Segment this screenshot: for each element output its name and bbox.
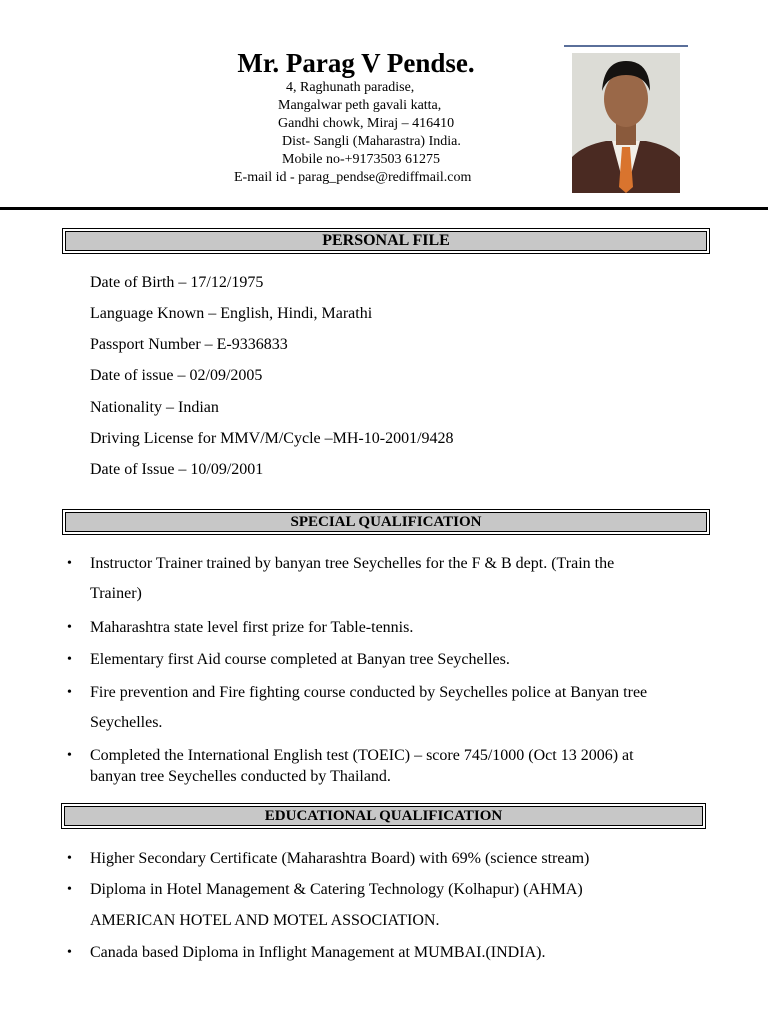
bullet-marker: • bbox=[67, 556, 72, 571]
qualification-item: Instructor Trainer trained by banyan tree Seychelles for the F & B dept. (Train the bbox=[90, 555, 615, 572]
bullet-marker: • bbox=[67, 748, 72, 763]
qualification-item-continued: banyan tree Seychelles conducted by Thailand. bbox=[90, 768, 391, 785]
qualification-item: Elementary first Aid course completed at Banyan tree Seychelles. bbox=[90, 651, 510, 668]
education-item: Diploma in Hotel Management & Catering Technology (Kolhapur) (AHMA) bbox=[90, 881, 583, 898]
profile-photo bbox=[564, 45, 688, 200]
qualification-item: Maharashtra state level first prize for Table-tennis. bbox=[90, 619, 414, 636]
address-line: 4, Raghunath paradise, bbox=[286, 80, 415, 95]
qualification-item: Completed the International English test (TOEIC) – score 745/1000 (Oct 13 2006) at bbox=[90, 747, 634, 764]
address-line: Mangalwar peth gavali katta, bbox=[278, 98, 442, 113]
bullet-marker: • bbox=[67, 851, 72, 866]
personal-detail: Passport Number – E-9336833 bbox=[90, 336, 288, 353]
bullet-marker: • bbox=[67, 685, 72, 700]
section-heading-label: EDUCATIONAL QUALIFICATION bbox=[64, 806, 703, 826]
qualification-item: Fire prevention and Fire fighting course conducted by Seychelles police at Banyan tree bbox=[90, 684, 648, 701]
section-heading-label: SPECIAL QUALIFICATION bbox=[65, 512, 707, 532]
section-heading-special bbox=[62, 509, 710, 535]
education-item: Higher Secondary Certificate (Maharashtra Board) with 69% (science stream) bbox=[90, 850, 590, 867]
address-line: Dist- Sangli (Maharastra) India. bbox=[282, 134, 461, 149]
personal-detail: Date of issue – 02/09/2005 bbox=[90, 367, 263, 384]
email-address: E-mail id - parag_pendse@rediffmail.com bbox=[234, 170, 472, 185]
personal-detail: Language Known – English, Hindi, Marathi bbox=[90, 305, 373, 322]
section-heading-education bbox=[61, 803, 706, 829]
personal-detail: Date of Birth – 17/12/1975 bbox=[90, 274, 264, 291]
education-item-continued: AMERICAN HOTEL AND MOTEL ASSOCIATION. bbox=[90, 912, 440, 929]
education-item: Canada based Diploma in Inflight Management at MUMBAI.(INDIA). bbox=[90, 944, 546, 961]
section-heading-label: PERSONAL FILE bbox=[65, 231, 707, 251]
bullet-marker: • bbox=[67, 620, 72, 635]
qualification-item-continued: Trainer) bbox=[90, 585, 142, 602]
address-line: Gandhi chowk, Miraj – 416410 bbox=[278, 116, 455, 131]
bullet-marker: • bbox=[67, 945, 72, 960]
mobile-number: Mobile no-+9173503 61275 bbox=[282, 152, 440, 167]
personal-detail: Driving License for MMV/M/Cycle –MH-10-2001/9428 bbox=[90, 430, 454, 447]
candidate-name: Mr. Parag V Pendse. bbox=[237, 48, 475, 78]
header-divider bbox=[0, 207, 768, 210]
bullet-marker: • bbox=[67, 652, 72, 667]
personal-detail: Date of Issue – 10/09/2001 bbox=[90, 461, 264, 478]
personal-detail: Nationality – Indian bbox=[90, 399, 219, 416]
bullet-marker: • bbox=[67, 882, 72, 897]
qualification-item-continued: Seychelles. bbox=[90, 714, 163, 731]
section-heading-personal bbox=[62, 228, 710, 254]
